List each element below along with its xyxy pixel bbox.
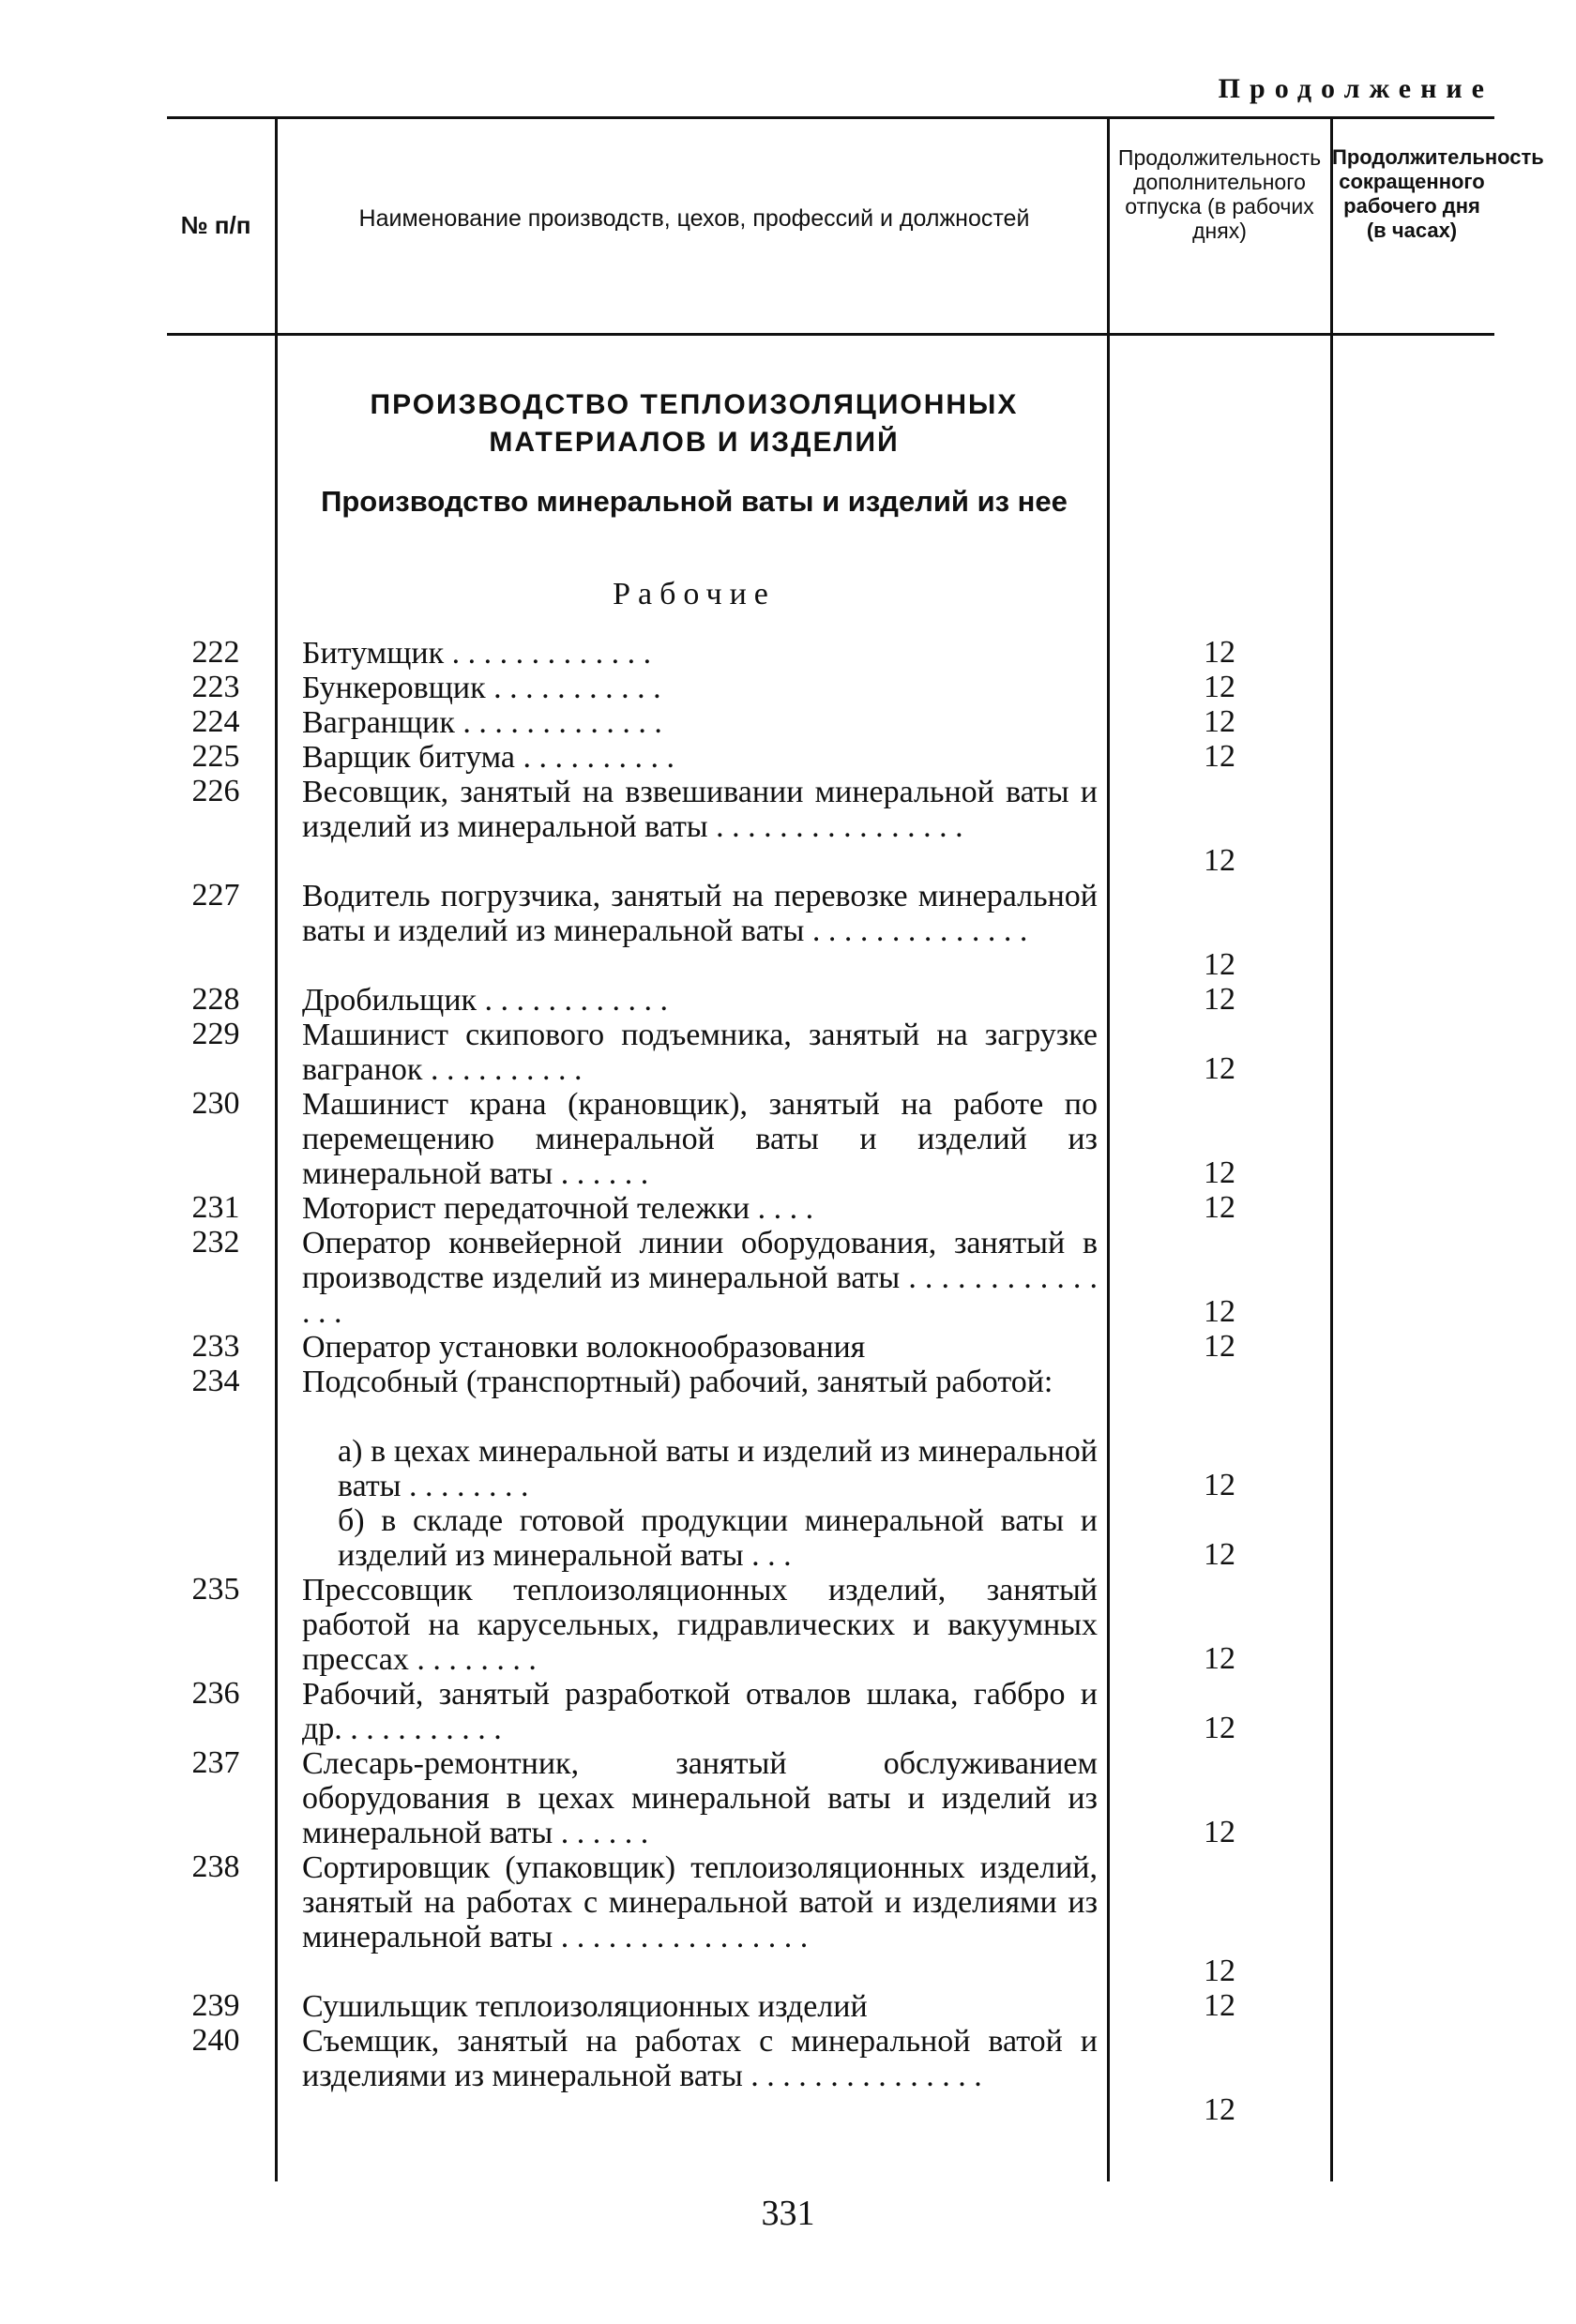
row-name: Вагранщик . . . . . . . . . . . . . (302, 705, 662, 740)
row-number: 238 (191, 1849, 240, 1884)
continuation-label: Продолжение (1218, 73, 1493, 104)
row-number: 240 (191, 2023, 240, 2058)
row-vacation-days: 12 (1204, 1988, 1235, 2023)
row-vacation-days: 12 (1204, 1329, 1235, 1364)
column-rule-2 (1107, 118, 1110, 2181)
row-name: Водитель погрузчика, занятый на перевозке минеральной ваты и изделий из минеральной ваты . . . . . . . . . . . . . . (302, 879, 1098, 948)
row-name: Бункеровщик . . . . . . . . . . . (302, 671, 661, 705)
section-title: ПРОИЗВОДСТВО ТЕПЛОИЗОЛЯЦИОННЫХ МАТЕРИАЛОВ И ИЗДЕЛИЙ (370, 389, 1019, 458)
row-number: 239 (191, 1988, 240, 2023)
column-rule-1 (275, 118, 278, 2181)
row-vacation-days: 12 (1204, 1815, 1235, 1849)
header-vacation: Продолжительность дополнительного отпуска (в рабочих днях) (1117, 145, 1322, 243)
row-vacation-days: 12 (1204, 739, 1235, 774)
row-number: 233 (191, 1329, 240, 1364)
row-name: Слесарь-ремонтник, занятый обслуживанием оборудования в цехах минеральной ваты и изделий из минеральной ваты . . . . . . (302, 1746, 1098, 1850)
header-name: Наименование производств, цехов, профессий и должностей (358, 205, 1030, 232)
row-vacation-days: 12 (1204, 1190, 1235, 1225)
row-name: Сушильщик теплоизоляционных изделий (302, 1989, 868, 2024)
row-name: а) в цехах минеральной ваты и изделий из минеральной ваты . . . . . . . . (338, 1434, 1098, 1503)
row-name: Варщик битума . . . . . . . . . . (302, 740, 674, 775)
header-workday: Продолжительность сокращенного рабочего дня (в часах) (1332, 145, 1544, 242)
row-name: Оператор установки волокнообразования (302, 1330, 866, 1365)
row-vacation-days: 12 (1204, 1711, 1235, 1745)
row-vacation-days: 12 (1204, 982, 1235, 1017)
row-name: Машинист крана (крановщик), занятый на работе по перемещению минеральной ваты и изделий из минеральной ваты . . . . . . (302, 1087, 1098, 1191)
row-name: б) в складе готовой продукции минеральной ваты и изделий из минеральной ваты . . . (338, 1503, 1098, 1573)
row-name: Прессовщик теплоизоляционных изделий, занятый работой на карусельных, гидравлических и вакуумных прессах . . . . . . . . (302, 1573, 1098, 1677)
row-vacation-days: 12 (1204, 1954, 1235, 1988)
row-name: Весовщик, занятый на взвешивании минеральной ваты и изделий из минеральной ваты . . . . . . . . . . . . . . . . (302, 775, 1098, 844)
row-number: 230 (191, 1086, 240, 1121)
row-vacation-days: 12 (1204, 1155, 1235, 1190)
row-name: Оператор конвейерной линии оборудования, занятый в производстве изделий из минеральной ваты . . . . . . . . . . . . . . . (302, 1226, 1098, 1330)
header-number: № п/п (180, 211, 251, 239)
row-vacation-days: 12 (1204, 1294, 1235, 1329)
row-vacation-days: 12 (1204, 704, 1235, 739)
row-vacation-days: 12 (1204, 1537, 1235, 1572)
row-vacation-days: 12 (1204, 1641, 1235, 1676)
column-rule-3 (1330, 118, 1333, 2181)
row-number: 226 (191, 774, 240, 808)
row-number: 235 (191, 1572, 240, 1607)
row-name: Рабочий, занятый разработкой отвалов шлака, габбро и др. . . . . . . . . . . (302, 1677, 1098, 1746)
page-number: 331 (761, 2194, 815, 2233)
row-vacation-days: 12 (1204, 635, 1235, 670)
row-number: 225 (191, 739, 240, 774)
row-name: Съемщик, занятый на работах с минеральной ватой и изделиями из минеральной ваты . . . . . . . . . . . . . . . (302, 2024, 1098, 2093)
row-name: Дробильщик . . . . . . . . . . . . (302, 983, 669, 1018)
section-subtitle: Производство минеральной ваты и изделий из нее (321, 485, 1068, 518)
row-number: 229 (191, 1017, 240, 1051)
row-name: Битумщик . . . . . . . . . . . . . (302, 636, 652, 671)
row-vacation-days: 12 (1204, 1468, 1235, 1502)
header-bottom-rule (167, 333, 1494, 336)
row-number: 227 (191, 878, 240, 913)
row-vacation-days: 12 (1204, 947, 1235, 982)
row-vacation-days: 12 (1204, 670, 1235, 704)
row-vacation-days: 12 (1204, 843, 1235, 878)
row-name: Машинист скипового подъемника, занятый на загрузке вагранок . . . . . . . . . . (302, 1018, 1098, 1087)
row-name: Моторист передаточной тележки . . . . (302, 1191, 814, 1226)
row-number: 232 (191, 1225, 240, 1260)
group-title: Рабочие (613, 577, 776, 611)
row-number: 224 (191, 704, 240, 739)
row-number: 236 (191, 1676, 240, 1711)
row-number: 234 (191, 1364, 240, 1398)
row-number: 222 (191, 635, 240, 670)
row-number: 231 (191, 1190, 240, 1225)
row-vacation-days: 12 (1204, 2092, 1235, 2127)
row-number: 223 (191, 670, 240, 704)
row-name: Сортировщик (упаковщик) теплоизоляционных изделий, занятый на работах с минеральной ватой и изделиями из минеральной ваты . . . . . . . . . . . . . . . . (302, 1850, 1098, 1954)
row-vacation-days: 12 (1204, 1051, 1235, 1086)
header-top-rule (167, 116, 1494, 119)
row-name: Подсобный (транспортный) рабочий, занятый работой: (302, 1365, 1053, 1399)
row-number: 237 (191, 1745, 240, 1780)
row-number: 228 (191, 982, 240, 1017)
